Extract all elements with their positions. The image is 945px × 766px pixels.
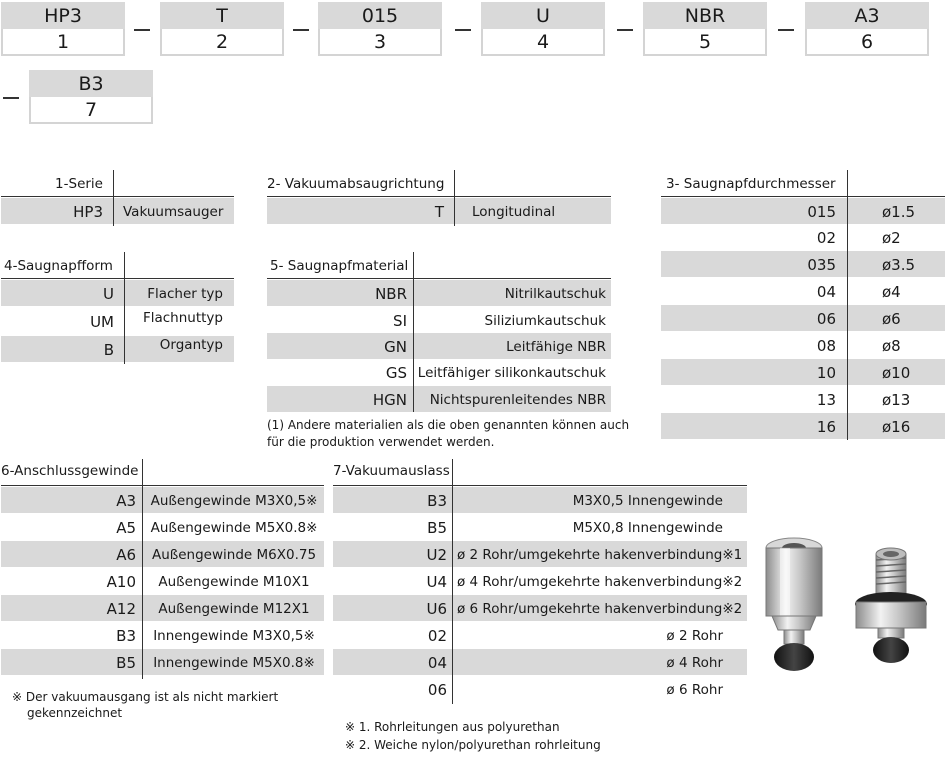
- table-row: [1, 541, 324, 567]
- row-code: GN: [384, 338, 407, 356]
- table-row: [333, 541, 747, 567]
- table-serie: [1, 170, 234, 226]
- column-divider: [113, 170, 114, 226]
- code-box-7: [29, 70, 153, 126]
- code-box-index: 7: [29, 97, 153, 124]
- row-desc: ø16: [882, 418, 911, 436]
- table-title: 7-Vakuumauslass: [333, 463, 450, 479]
- row-desc: Außengewinde M12X1: [158, 601, 310, 617]
- row-desc: ø 4 Rohr: [666, 655, 723, 671]
- row-desc: Nitrilkautschuk: [504, 286, 606, 302]
- code-box-value: B3: [29, 70, 153, 97]
- divider: [1, 278, 234, 279]
- row-desc: Leitfähiger silikonkautschuk: [417, 365, 606, 381]
- row-code: 08: [816, 337, 836, 355]
- divider: [1, 485, 324, 486]
- row-code: 04: [816, 283, 836, 301]
- separator-dash: [455, 29, 471, 31]
- table-row: [661, 386, 945, 412]
- separator-dash: [293, 29, 309, 31]
- table-row: [661, 224, 945, 250]
- table-title: 5- Saugnapfmaterial: [270, 258, 409, 274]
- row-code: B: [103, 341, 114, 359]
- row-desc: Organtyp: [159, 337, 223, 353]
- row-desc: M3X0,5 Innengewinde: [572, 493, 723, 509]
- row-desc: ø 6 Rohr/umgekehrte hakenverbindung※2: [457, 601, 743, 617]
- row-desc: Vakuumsauger: [123, 204, 224, 220]
- separator-dash: [778, 29, 794, 31]
- row-desc: ø1.5: [882, 203, 916, 221]
- table-title: 3- Saugnapfdurchmesser: [666, 176, 836, 192]
- row-desc: ø 4 Rohr/umgekehrte hakenverbindung※2: [457, 574, 743, 590]
- code-box-value: NBR: [643, 2, 767, 29]
- divider: [1, 196, 234, 197]
- row-desc: ø8: [882, 337, 901, 355]
- row-desc: ø3.5: [882, 256, 916, 274]
- table-row: [267, 359, 611, 385]
- row-code: HP3: [73, 203, 103, 221]
- row-desc: Außengewinde M10X1: [158, 574, 310, 590]
- table-vakuumauslass: [333, 459, 747, 704]
- code-box-index: 5: [643, 29, 767, 56]
- row-code: B3: [427, 492, 447, 510]
- row-code: B5: [116, 654, 136, 672]
- code-box-index: 1: [1, 29, 125, 56]
- fitting-female-thread: [766, 538, 822, 671]
- row-code: NBR: [375, 285, 407, 303]
- separator-dash: [3, 97, 19, 99]
- table-row: [661, 359, 945, 385]
- table-row: [661, 413, 945, 439]
- row-code: A3: [116, 492, 136, 510]
- row-code: B5: [427, 519, 447, 537]
- row-code: 13: [816, 391, 836, 409]
- material-note-line-1: (1) Andere materialien als die oben genannten können auch: [267, 418, 630, 432]
- column-divider: [124, 252, 125, 364]
- divider: [267, 278, 611, 279]
- table-row: [661, 251, 945, 277]
- row-code: 04: [427, 654, 447, 672]
- table-title: 1-Serie: [55, 176, 103, 192]
- row-desc: ø10: [882, 364, 911, 382]
- column-divider: [454, 170, 455, 226]
- table-saugnapfmaterial: [267, 252, 611, 412]
- table-row: [1, 595, 324, 621]
- outlet-note-line-2: ※ 2. Weiche nylon/polyurethan rohrleitung: [345, 738, 601, 752]
- thread-note-line-2: gekennzeichnet: [27, 706, 123, 720]
- table-row: [333, 676, 747, 702]
- fitting-male-thread: [855, 548, 927, 663]
- table-row: [333, 595, 747, 621]
- row-desc: Außengewinde M6X0.75: [151, 547, 317, 563]
- row-code: T: [434, 203, 444, 221]
- thread-note-line-1: ※ Der vakuumausgang ist als nicht markiert: [12, 690, 279, 704]
- table-row: [333, 514, 747, 540]
- table-row: [661, 332, 945, 358]
- row-desc: Leitfähige NBR: [506, 339, 606, 355]
- code-box-value: 015: [318, 2, 442, 29]
- code-box-value: T: [160, 2, 284, 29]
- row-code: UM: [90, 313, 114, 331]
- row-code: A6: [116, 546, 136, 564]
- row-desc: Innengewinde M5X0.8※: [153, 655, 315, 671]
- table-row: [333, 487, 747, 513]
- row-code: SI: [393, 312, 407, 330]
- row-code: 035: [807, 256, 836, 274]
- divider: [333, 485, 747, 486]
- row-code: A5: [116, 519, 136, 537]
- row-desc: ø 6 Rohr: [666, 682, 723, 698]
- row-code: A10: [106, 573, 136, 591]
- divider: [267, 196, 611, 197]
- row-desc: M5X0,8 Innengewinde: [572, 520, 723, 536]
- code-box-5: [643, 2, 767, 58]
- table-row: [267, 333, 611, 359]
- separator-dash: [134, 29, 150, 31]
- row-code: 02: [816, 229, 836, 247]
- code-box-index: 4: [481, 29, 605, 56]
- row-code: U: [103, 285, 114, 303]
- column-divider: [847, 170, 848, 440]
- code-box-value: HP3: [1, 2, 125, 29]
- row-desc: ø 2 Rohr: [666, 628, 723, 644]
- material-note-line-2: für die produktion verwendet werden.: [267, 435, 495, 449]
- code-box-3: [318, 2, 442, 58]
- row-code: U4: [426, 573, 447, 591]
- row-desc: Innengewinde M3X0,5※: [153, 628, 315, 644]
- column-divider: [452, 459, 453, 704]
- row-desc: ø6: [882, 310, 901, 328]
- row-code: U2: [426, 546, 447, 564]
- table-row: [267, 280, 611, 306]
- table-row: [267, 386, 611, 412]
- code-box-2: [160, 2, 284, 58]
- row-code: 02: [427, 627, 447, 645]
- table-title: 6-Anschlussgewinde: [1, 463, 139, 479]
- table-row: [661, 278, 945, 304]
- row-desc: Nichtspurenleitendes NBR: [429, 392, 606, 408]
- table-anschlussgewinde: [1, 459, 324, 679]
- code-box-6: [805, 2, 929, 58]
- column-divider: [413, 252, 414, 412]
- table-row: [1, 487, 324, 513]
- row-code: 16: [816, 418, 836, 436]
- table-row: [661, 305, 945, 331]
- row-desc: Siliziumkautschuk: [484, 313, 606, 329]
- table-row: [1, 568, 324, 594]
- table-row: [1, 336, 234, 362]
- table-row: [333, 622, 747, 648]
- table-durchmesser: [661, 170, 945, 440]
- divider: [661, 196, 945, 197]
- row-code: A12: [106, 600, 136, 618]
- table-row: [1, 649, 324, 675]
- product-image: [752, 532, 942, 682]
- row-desc: ø13: [882, 391, 911, 409]
- code-box-4: [481, 2, 605, 58]
- table-row: [661, 198, 945, 224]
- outlet-note-line-1: ※ 1. Rohrleitungen aus polyurethan: [345, 720, 560, 734]
- row-code: GS: [385, 364, 407, 382]
- row-desc: Außengewinde M5X0.8※: [150, 520, 318, 536]
- row-desc: Außengewinde M3X0,5※: [150, 493, 318, 509]
- code-box-value: U: [481, 2, 605, 29]
- row-code: HGN: [372, 391, 407, 409]
- code-box-index: 3: [318, 29, 442, 56]
- table-saugnapfform: [1, 252, 234, 364]
- code-box-index: 6: [805, 29, 929, 56]
- table-row: [1, 514, 324, 540]
- row-desc: Flacher typ: [147, 286, 223, 302]
- table-row: [1, 622, 324, 648]
- column-divider: [142, 459, 143, 679]
- row-desc: ø4: [882, 283, 901, 301]
- row-code: 06: [427, 681, 447, 699]
- row-desc: Flachnuttyp: [142, 310, 223, 326]
- code-box-value: A3: [805, 2, 929, 29]
- table-title: 2- Vakuumabsaugrichtung: [267, 176, 445, 192]
- row-code: U6: [426, 600, 447, 618]
- row-code: 015: [807, 203, 836, 221]
- table-row: [267, 198, 611, 224]
- code-box-1: [1, 2, 125, 58]
- table-row: [267, 307, 611, 333]
- table-row: [1, 280, 234, 306]
- row-desc: Longitudinal: [472, 204, 556, 220]
- row-desc: ø 2 Rohr/umgekehrte hakenverbindung※1: [457, 547, 743, 563]
- row-code: 06: [816, 310, 836, 328]
- row-code: 10: [816, 364, 836, 382]
- row-code: B3: [116, 627, 136, 645]
- table-absaugrichtung: [267, 170, 611, 226]
- code-box-index: 2: [160, 29, 284, 56]
- table-row: [333, 649, 747, 675]
- separator-dash: [617, 29, 633, 31]
- table-title: 4-Saugnapfform: [4, 258, 113, 274]
- table-row: [1, 198, 234, 224]
- table-row: [333, 568, 747, 594]
- row-desc: ø2: [882, 229, 901, 247]
